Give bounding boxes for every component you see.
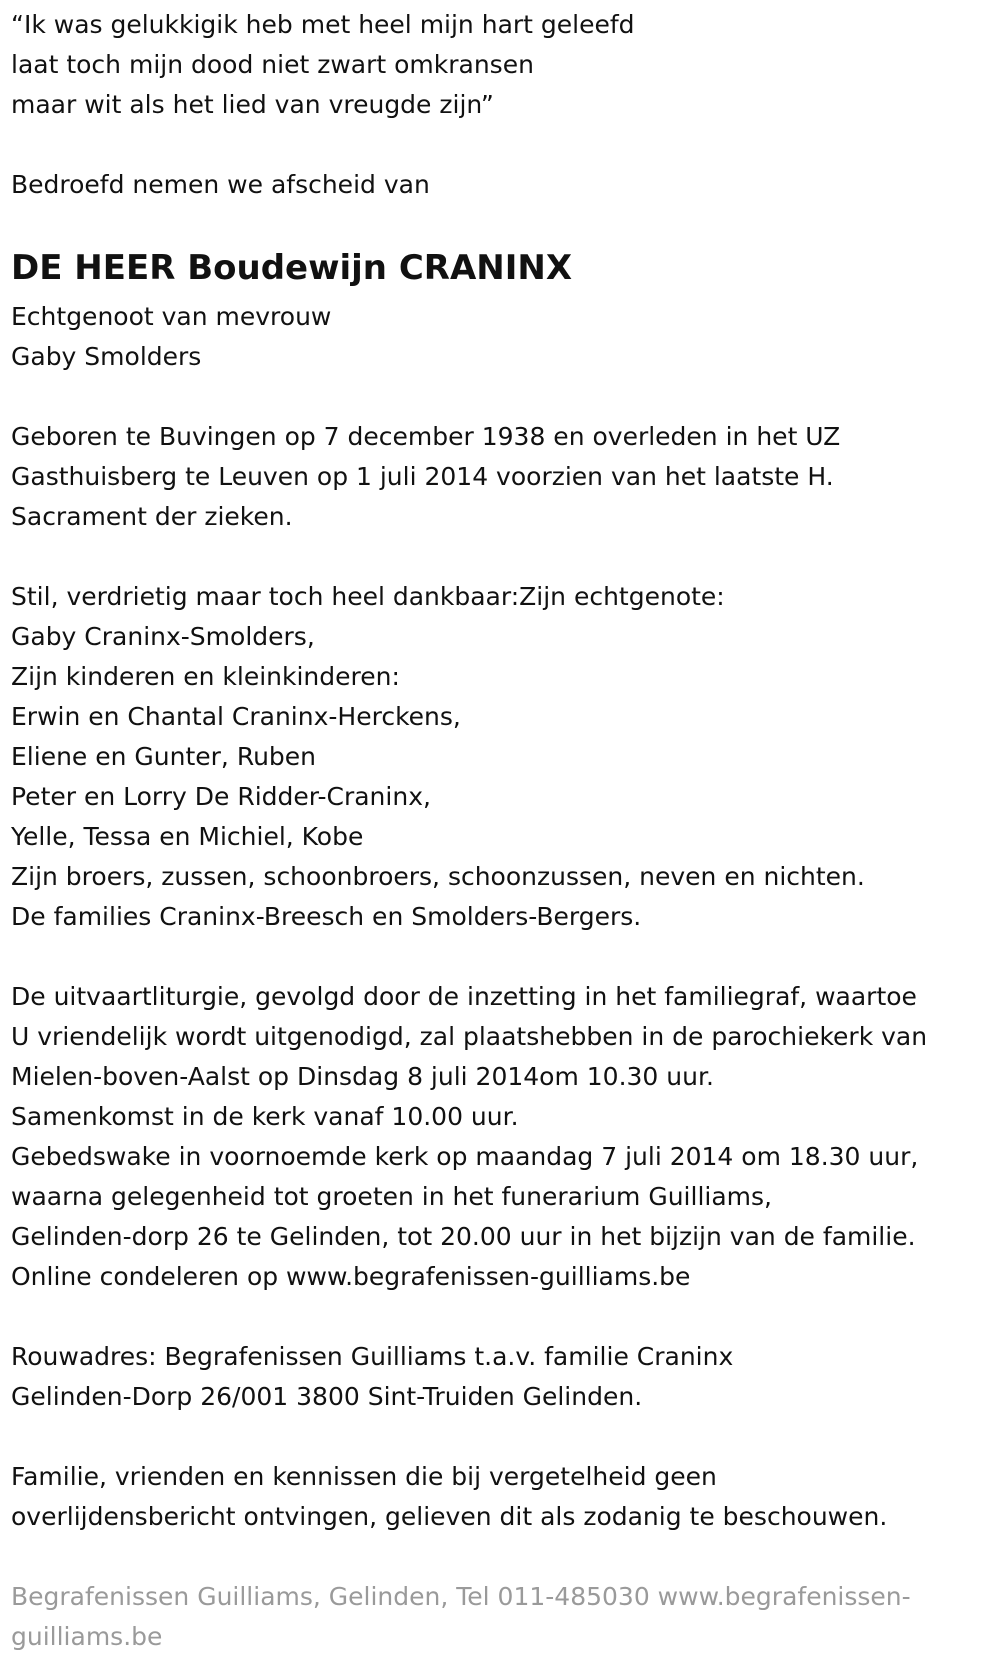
family-line: Yelle, Tessa en Michiel, Kobe	[11, 822, 364, 851]
notice-line: Familie, vrienden en kennissen die bij vergetelheid geen	[11, 1462, 717, 1491]
family-line: Gaby Craninx-Smolders,	[11, 622, 315, 651]
ceremony-line: Gebedswake in voornoemde kerk op maandag 7 juli 2014 om 18.30 uur,	[11, 1142, 919, 1171]
ceremony-line: Samenkomst in de kerk vanaf 10.00 uur.	[11, 1102, 519, 1131]
family-line: Eliene en Gunter, Ruben	[11, 742, 317, 771]
ceremony-line: U vriendelijk wordt uitgenodigd, zal plaatshebben in de parochiekerk van	[11, 1022, 928, 1051]
ceremony-info	[11, 977, 996, 1297]
footer-line: Begrafenissen Guilliams, Gelinden, Tel 011-485030 www.begrafenissen-	[11, 1582, 911, 1611]
spouse-line: Echtgenoot van mevrouw	[11, 302, 332, 331]
ceremony-line: waarna gelegenheid tot groeten in het funerarium Guilliams,	[11, 1182, 772, 1211]
ceremony-line: De uitvaartliturgie, gevolgd door de inzetting in het familiegraf, waartoe	[11, 982, 917, 1011]
notice-text	[11, 1457, 996, 1537]
ceremony-line: Online condeleren op www.begrafenissen-guilliams.be	[11, 1262, 691, 1291]
spouse-info	[11, 297, 996, 377]
ceremony-line: Mielen-boven-Aalst op Dinsdag 8 juli 2014om 10.30 uur.	[11, 1062, 714, 1091]
birth-line: Geboren te Buvingen op 7 december 1938 en overleden in het UZ	[11, 422, 841, 451]
family-line: Zijn kinderen en kleinkinderen:	[11, 662, 400, 691]
family-line: Stil, verdrietig maar toch heel dankbaar:Zijn echtgenote:	[11, 582, 725, 611]
birth-line: Gasthuisberg te Leuven op 1 juli 2014 voorzien van het laatste H.	[11, 462, 834, 491]
footer-line: guilliams.be	[11, 1622, 163, 1651]
poem-line: maar wit als het lied van vreugde zijn”	[11, 90, 494, 119]
family-line: De families Craninx-Breesch en Smolders-Bergers.	[11, 902, 642, 931]
family-list	[11, 577, 996, 937]
obituary-notice	[11, 0, 996, 1657]
poem-line: laat toch mijn dood niet zwart omkransen	[11, 50, 534, 79]
birth-line: Sacrament der zieken.	[11, 502, 293, 531]
deceased-name: DE HEER Boudewijn CRANINX	[11, 248, 573, 288]
poem-quote	[11, 5, 996, 125]
ceremony-line: Gelinden-dorp 26 te Gelinden, tot 20.00 uur in het bijzijn van de familie.	[11, 1222, 916, 1251]
family-line: Zijn broers, zussen, schoonbroers, schoonzussen, neven en nichten.	[11, 862, 865, 891]
spouse-line: Gaby Smolders	[11, 342, 202, 371]
funeral-home-footer	[11, 1577, 996, 1657]
birth-death-info	[11, 417, 996, 537]
mourning-address	[11, 1337, 996, 1417]
family-line: Erwin en Chantal Craninx-Herckens,	[11, 702, 461, 731]
address-line: Gelinden-Dorp 26/001 3800 Sint-Truiden Gelinden.	[11, 1382, 643, 1411]
address-line: Rouwadres: Begrafenissen Guilliams t.a.v. familie Craninx	[11, 1342, 734, 1371]
family-line: Peter en Lorry De Ridder-Craninx,	[11, 782, 431, 811]
intro-text: Bedroefd nemen we afscheid van	[11, 170, 430, 199]
poem-line: “Ik was gelukkigik heb met heel mijn hart geleefd	[11, 10, 635, 39]
notice-line: overlijdensbericht ontvingen, gelieven dit als zodanig te beschouwen.	[11, 1502, 888, 1531]
